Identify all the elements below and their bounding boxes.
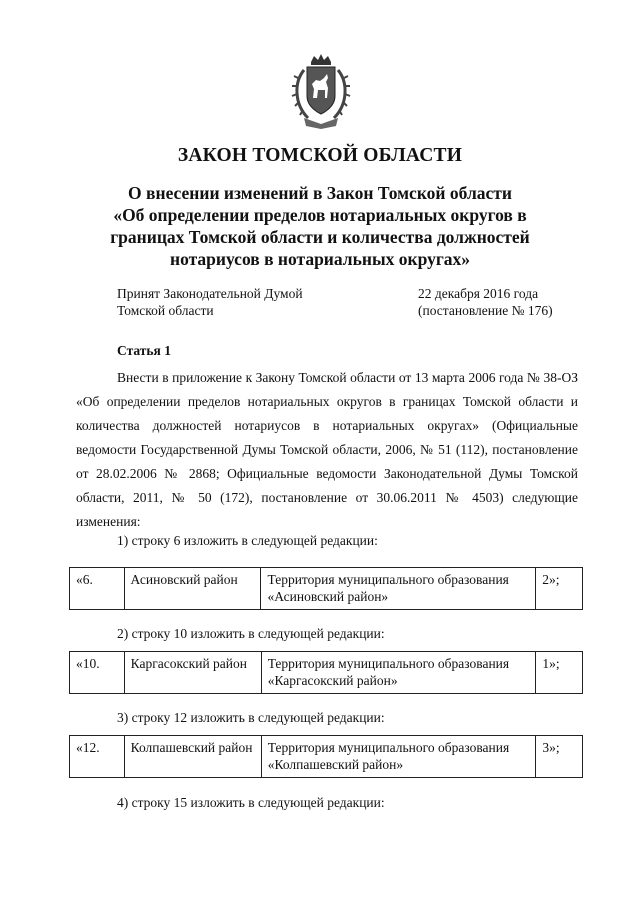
row-number-cell: «12. bbox=[70, 736, 125, 778]
notary-count-cell: 1»; bbox=[536, 652, 583, 694]
amendment-item-4: 4) строку 15 изложить в следующей редакции: bbox=[117, 795, 385, 810]
district-cell: Колпашевский район bbox=[124, 736, 261, 778]
adopted-date bbox=[418, 285, 598, 319]
amendment-table-row-10 bbox=[69, 651, 583, 694]
notary-count-cell: 2»; bbox=[536, 568, 583, 610]
notary-count-cell: 3»; bbox=[536, 736, 583, 778]
territory-line: Территория муниципального образования bbox=[267, 572, 509, 587]
article-intro-paragraph: Внести в приложение к Закону Томской области от 13 марта 2006 года № 38-ОЗ «Об определении пределов нотариальных округов в границах Томской области и количества должностей нотариусов в нотариальных округах» (Официальные ведомости Государственной Думы Томской области, 2006, № 51 (112), постановление от 28.02.2006 № 2868; Официальные ведомости Законодательной Думы Томской области, 2011, № 50 (172), постановление от 30.06.2011 № 4503) следующие изменения: bbox=[76, 370, 578, 529]
territory-cell bbox=[261, 736, 536, 778]
territory-line: Территория муниципального образования bbox=[267, 740, 510, 755]
coat-of-arms-icon bbox=[290, 52, 352, 130]
adopted-by-line: Принят Законодательной Думой bbox=[117, 286, 303, 301]
territory-cell bbox=[261, 568, 536, 610]
subtitle-line: «Об определении пределов нотариальных округов в bbox=[113, 205, 527, 225]
subtitle-line: нотариусов в нотариальных округах» bbox=[169, 249, 471, 269]
article-title: Статья 1 bbox=[117, 343, 171, 358]
territory-line: «Асиновский район» bbox=[267, 589, 389, 604]
document-title: ЗАКОН ТОМСКОЙ ОБЛАСТИ bbox=[177, 145, 463, 166]
amendment-table-row-12 bbox=[69, 735, 583, 778]
subtitle-line: границах Томской области и количества должностей bbox=[110, 227, 530, 247]
amendment-table-row-6 bbox=[69, 567, 583, 610]
amendment-item-3: 3) строку 12 изложить в следующей редакции: bbox=[117, 710, 385, 725]
table-row bbox=[70, 652, 583, 694]
territory-cell bbox=[261, 652, 536, 694]
row-number-cell: «10. bbox=[70, 652, 125, 694]
district-cell: Каргасокский район bbox=[124, 652, 261, 694]
district-cell: Асиновский район bbox=[124, 568, 261, 610]
table-row bbox=[70, 736, 583, 778]
adopted-resolution-line: (постановление № 176) bbox=[418, 303, 553, 318]
amendment-item-1: 1) строку 6 изложить в следующей редакции: bbox=[117, 533, 378, 548]
table-row bbox=[70, 568, 583, 610]
territory-line: Территория муниципального образования bbox=[267, 656, 510, 671]
subtitle-line: О внесении изменений в Закон Томской области bbox=[128, 183, 512, 203]
territory-line: «Колпашевский район» bbox=[267, 757, 404, 772]
row-number-cell: «6. bbox=[70, 568, 125, 610]
adopted-date-line: 22 декабря 2016 года bbox=[418, 286, 539, 301]
document-subtitle bbox=[60, 182, 580, 270]
amendment-item-2: 2) строку 10 изложить в следующей редакции: bbox=[117, 626, 385, 641]
adopted-by-line: Томской области bbox=[117, 303, 214, 318]
adopted-by bbox=[117, 285, 357, 319]
territory-line: «Каргасокский район» bbox=[267, 673, 398, 688]
